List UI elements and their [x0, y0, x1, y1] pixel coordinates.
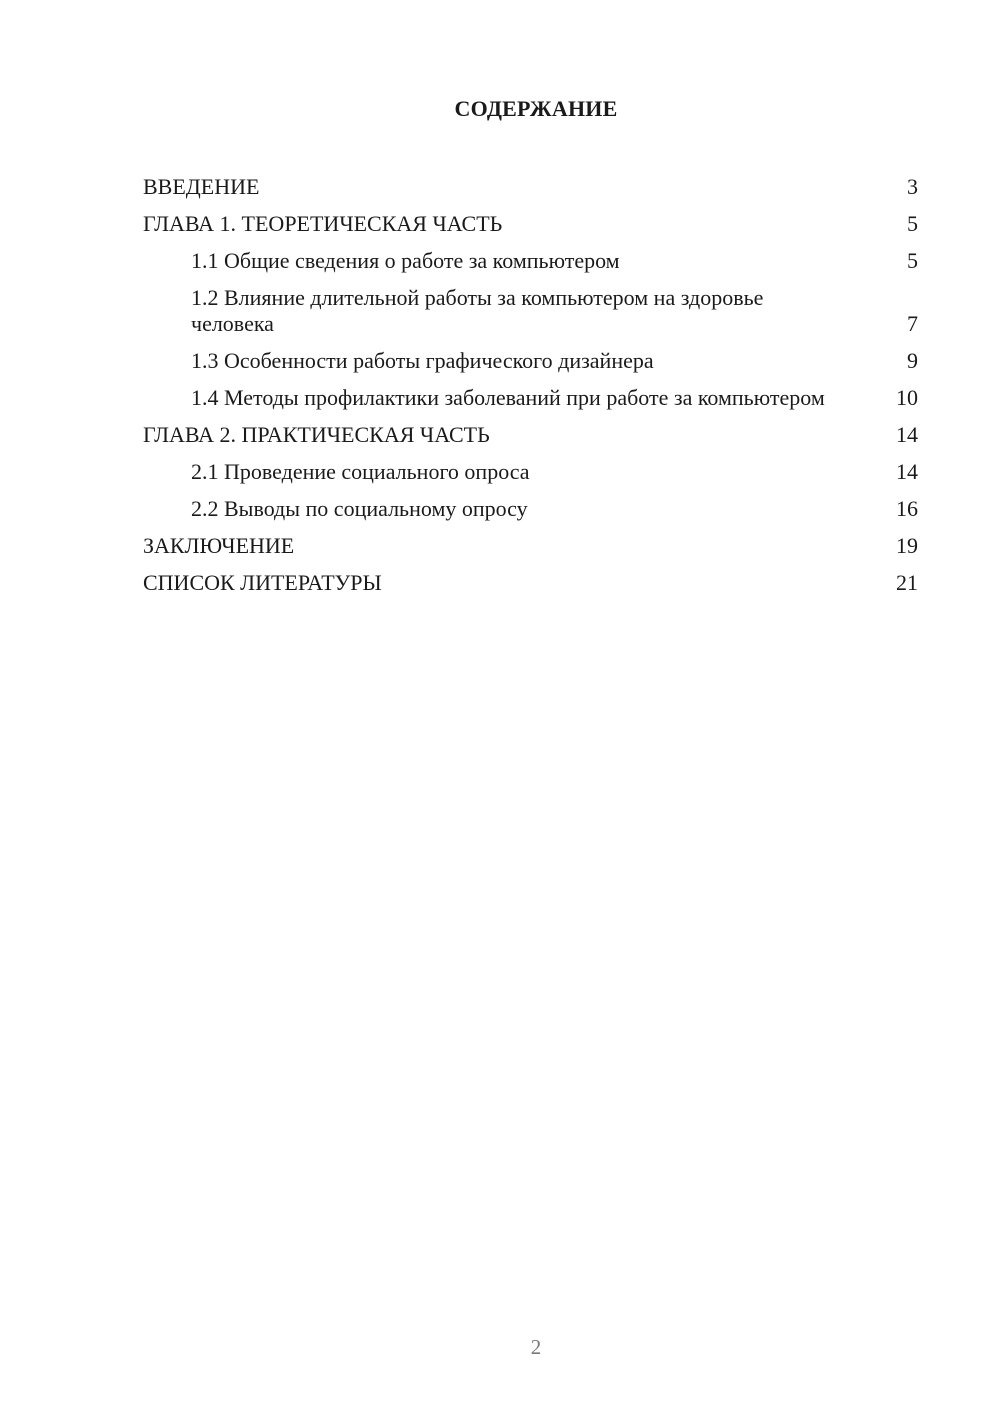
- toc-entry-section-1-2[interactable]: [143, 280, 918, 343]
- toc-entry-label: 1.1 Общие сведения о работе за компьютером: [191, 248, 620, 273]
- toc-entry-label: 1.4 Методы профилактики заболеваний при работе за компьютером: [191, 385, 825, 410]
- toc-entry-section-2-2[interactable]: [143, 491, 918, 528]
- toc-entry-chapter-1[interactable]: [143, 206, 918, 243]
- toc-entry-page-number: 14: [896, 422, 918, 447]
- toc-entry-section-1-3[interactable]: [143, 343, 918, 380]
- toc-entry-introduction[interactable]: [143, 169, 918, 206]
- toc-entry-page-number: 9: [907, 348, 918, 373]
- table-of-contents: [143, 169, 918, 602]
- toc-entry-page-number: 16: [896, 496, 918, 521]
- toc-entry-page-number: 14: [896, 459, 918, 484]
- toc-entry-label: ГЛАВА 1. ТЕОРЕТИЧЕСКАЯ ЧАСТЬ: [143, 211, 503, 236]
- toc-entry-bibliography[interactable]: [143, 565, 918, 602]
- toc-entry-label: 1.2 Влияние длительной работы за компьютером на здоровье человека: [191, 285, 764, 336]
- toc-entry-label: ГЛАВА 2. ПРАКТИЧЕСКАЯ ЧАСТЬ: [143, 422, 490, 447]
- toc-entry-label: СПИСОК ЛИТЕРАТУРЫ: [143, 570, 382, 595]
- toc-entry-section-1-1[interactable]: [143, 243, 918, 280]
- toc-entry-page-number: 5: [907, 248, 918, 273]
- toc-entry-chapter-2[interactable]: [143, 417, 918, 454]
- toc-entry-conclusion[interactable]: [143, 528, 918, 565]
- toc-entry-page-number: 7: [907, 311, 918, 336]
- toc-entry-page-number: 21: [896, 570, 918, 595]
- toc-entry-label: ЗАКЛЮЧЕНИЕ: [143, 533, 295, 558]
- toc-entry-label: 1.3 Особенности работы графического дизайнера: [191, 348, 654, 373]
- toc-entry-label: 2.2 Выводы по социальному опросу: [191, 496, 528, 521]
- page-number-footer: 2: [530, 1335, 542, 1359]
- toc-entry-page-number: 19: [896, 533, 918, 558]
- toc-entry-label: 2.1 Проведение социального опроса: [191, 459, 530, 484]
- toc-entry-page-number: 3: [907, 174, 918, 199]
- toc-entry-label: ВВЕДЕНИЕ: [143, 174, 260, 199]
- toc-entry-page-number: 10: [896, 385, 918, 410]
- toc-entry-section-2-1[interactable]: [143, 454, 918, 491]
- toc-entry-page-number: 5: [907, 211, 918, 236]
- toc-entry-section-1-4[interactable]: [143, 380, 918, 417]
- toc-title: СОДЕРЖАНИЕ: [454, 96, 618, 121]
